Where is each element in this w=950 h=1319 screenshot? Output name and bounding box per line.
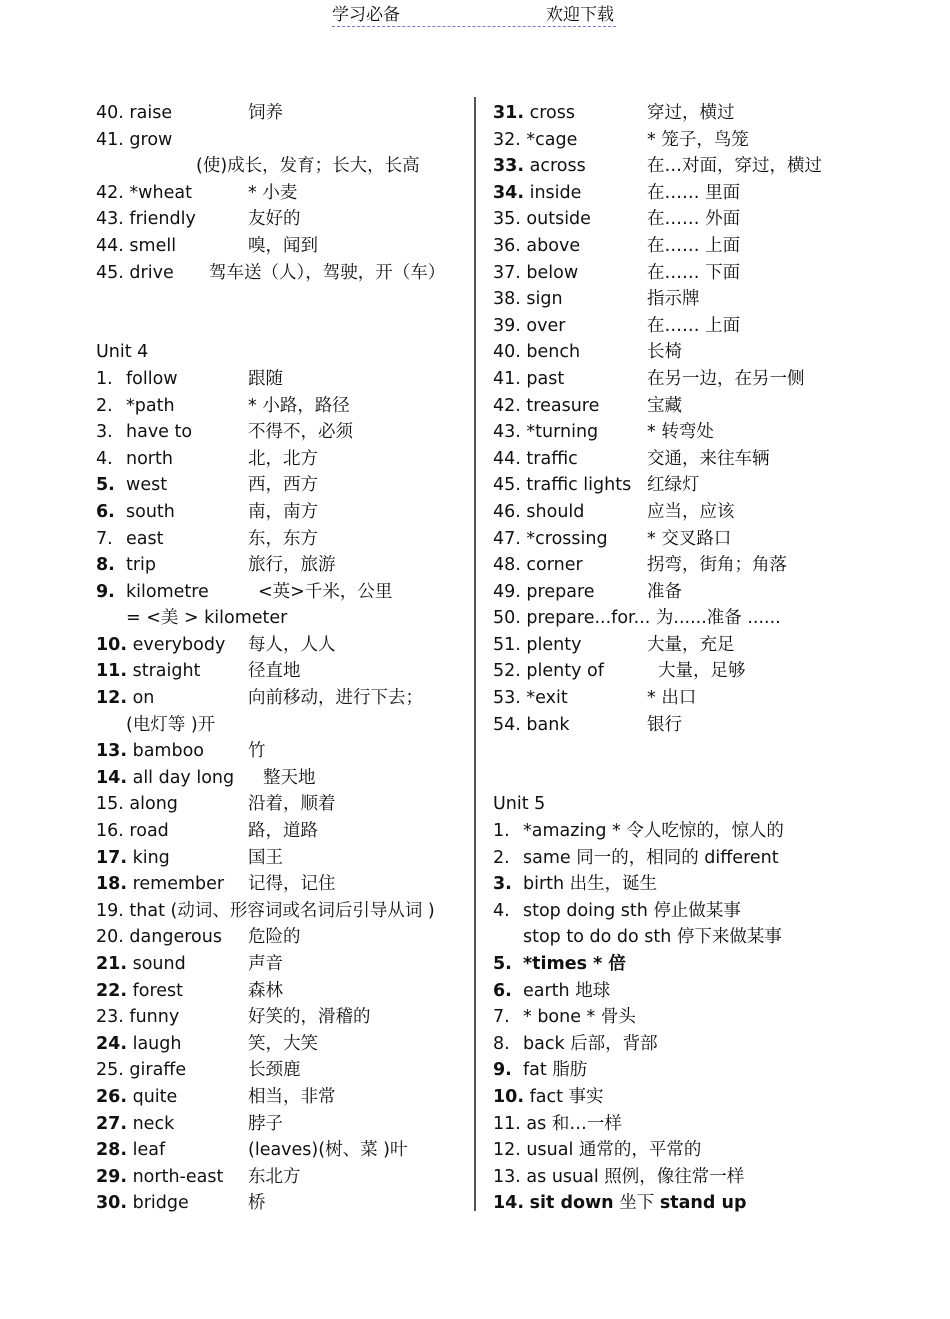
item-word: above xyxy=(526,235,581,256)
item-number: 49. xyxy=(493,581,521,602)
item-number: 23. xyxy=(96,1007,124,1028)
vocab-row xyxy=(493,1137,933,1164)
vocab-row xyxy=(493,924,933,951)
item-number: 39. xyxy=(493,315,521,336)
item-word: sound xyxy=(132,954,186,974)
item-text: back 后部，背部 xyxy=(523,1033,658,1054)
item-number: 11. xyxy=(96,661,128,682)
item-word: prepare xyxy=(526,581,595,602)
vocab-row xyxy=(493,233,933,260)
vocab-row xyxy=(493,1057,933,1084)
item-number: 8. xyxy=(493,1033,510,1054)
item-meaning: * 小麦 xyxy=(248,182,298,203)
item-number: 24. xyxy=(96,1033,128,1054)
item-word: east xyxy=(126,528,164,549)
item-meaning: 整天地 xyxy=(263,767,316,788)
item-number: 13. xyxy=(493,1166,521,1187)
vocab-row xyxy=(96,1111,468,1138)
item-word: *cage xyxy=(526,129,578,150)
item-meaning: 拐弯，街角；角落 xyxy=(647,555,787,576)
item-meaning: * 笼子，鸟笼 xyxy=(647,129,749,150)
vocab-row xyxy=(493,1164,933,1191)
item-number: 40. xyxy=(493,342,521,363)
item-number: 21. xyxy=(96,954,128,974)
item-word: past xyxy=(526,368,565,389)
vocab-row xyxy=(493,180,933,207)
item-number: 30. xyxy=(96,1193,128,1214)
vocab-row xyxy=(493,898,933,925)
item-number: 14. xyxy=(96,767,128,788)
vocab-row xyxy=(493,419,933,446)
item-number: 22. xyxy=(96,980,128,1001)
item-extra: stand up xyxy=(659,1193,747,1214)
column-divider xyxy=(474,97,476,1211)
item-number: 7. xyxy=(96,528,113,549)
vocab-row xyxy=(96,791,468,818)
item-number: 45. xyxy=(96,262,124,283)
item-number: 27. xyxy=(96,1113,128,1134)
vocab-row xyxy=(96,951,468,978)
vocab-row xyxy=(493,712,933,739)
item-meaning: 在…… 下面 xyxy=(647,262,741,283)
item-number: 52. xyxy=(493,661,521,682)
on-note: (电灯等 )开 xyxy=(126,714,216,735)
vocab-row xyxy=(96,206,468,233)
item-word: north xyxy=(126,448,173,469)
item-number: 41. xyxy=(493,368,521,389)
item-word: bench xyxy=(526,342,581,363)
item-word: quite xyxy=(132,1086,178,1107)
item-text: as usual 照例，像往常一样 xyxy=(526,1166,745,1187)
item-number: 1. xyxy=(493,821,510,842)
unit-4-title: Unit 4 xyxy=(96,342,149,363)
item-number: 16. xyxy=(96,821,124,842)
item-meaning: 准备 xyxy=(647,581,682,602)
item-meaning: 记得，记住 xyxy=(248,874,336,895)
item-meaning: 每人，人人 xyxy=(248,634,336,655)
item-number: 4. xyxy=(96,448,113,469)
item-word: bank xyxy=(526,714,570,735)
item-meaning: 脖子 xyxy=(248,1113,283,1134)
item-meaning: 沿着，顺着 xyxy=(248,794,336,815)
item-number: 12. xyxy=(493,1140,521,1161)
vocab-row xyxy=(96,978,468,1005)
item-word: *wheat xyxy=(129,182,192,203)
page-header xyxy=(332,4,616,27)
item-meaning: <英>千米，公里 xyxy=(258,581,393,602)
vocab-row xyxy=(493,446,933,473)
item-number: 3. xyxy=(96,422,113,443)
vocab-row xyxy=(493,260,933,287)
item-word: follow xyxy=(126,368,178,389)
item-meaning: 竹 xyxy=(248,741,266,762)
item-number: 7. xyxy=(493,1007,510,1028)
item-meaning: 森林 xyxy=(248,980,283,1001)
item-number: 5. xyxy=(493,954,512,974)
item-meaning: 银行 xyxy=(647,714,682,735)
item-number: 10. xyxy=(96,634,128,655)
vocab-row xyxy=(96,765,468,792)
vocab-row xyxy=(96,526,468,553)
item-text: *amazing * 令人吃惊的，惊人的 xyxy=(523,821,784,842)
item-word: inside xyxy=(529,182,582,203)
item-word: *crossing xyxy=(526,528,608,549)
item-meaning: * 交叉路口 xyxy=(647,528,732,549)
item-number: 51. xyxy=(493,634,521,655)
item-word: bamboo xyxy=(132,741,204,762)
item-number: 37. xyxy=(493,262,521,283)
item-word: laugh xyxy=(132,1033,182,1054)
vocab-row xyxy=(493,206,933,233)
item-word: corner xyxy=(526,555,583,576)
item-meaning: 在…… 里面 xyxy=(647,182,741,203)
item-text: birth 出生，诞生 xyxy=(523,874,658,895)
vocab-row xyxy=(96,818,468,845)
vocab-row xyxy=(493,632,933,659)
grow-meaning: (使)成长，发育；长大，长高 xyxy=(196,156,420,177)
vocab-row xyxy=(96,552,468,579)
item-word: traffic xyxy=(526,448,578,469)
vocab-row xyxy=(493,951,933,978)
vocab-row xyxy=(96,1164,468,1191)
item-number: 40. xyxy=(96,103,124,123)
item-word: treasure xyxy=(526,395,600,416)
header-right-text: 欢迎下载 xyxy=(546,5,614,25)
item-meaning: 国王 xyxy=(248,847,283,868)
item-meaning: 饲养 xyxy=(248,103,283,123)
item-meaning: (leaves)(树、菜 )叶 xyxy=(248,1140,408,1161)
item-number: 36. xyxy=(493,235,521,256)
item-meaning: 指示牌 xyxy=(647,289,700,310)
item-word: road xyxy=(129,821,169,842)
vocab-row xyxy=(493,1084,933,1111)
item-number: 25. xyxy=(96,1060,124,1081)
item-word: traffic lights xyxy=(526,475,632,496)
item-number: 35. xyxy=(493,209,521,230)
item-text: stop to do do sth 停下来做某事 xyxy=(523,927,782,948)
vocab-continuation xyxy=(96,712,468,739)
item-number: 53. xyxy=(493,688,521,709)
item-number: 5. xyxy=(96,475,115,496)
item-meaning: 相当，非常 xyxy=(248,1086,336,1107)
item-meaning: 在…… 上面 xyxy=(647,315,741,336)
item-meaning: * 出口 xyxy=(647,688,697,709)
item-meaning: 大量，充足 xyxy=(647,634,735,655)
vocab-row xyxy=(96,127,468,154)
item-word: forest xyxy=(132,980,184,1001)
vocab-row xyxy=(96,1004,468,1031)
item-word: giraffe xyxy=(129,1060,187,1081)
item-number: 44. xyxy=(493,448,521,469)
vocab-row xyxy=(493,978,933,1005)
item-number: 26. xyxy=(96,1086,128,1107)
item-meaning: 驾车送（人），驾驶，开（车） xyxy=(209,262,446,283)
vocab-row xyxy=(96,1057,468,1084)
item-number: 6. xyxy=(96,501,115,522)
vocab-row xyxy=(493,339,933,366)
vocab-row xyxy=(493,845,933,872)
vocab-row xyxy=(493,526,933,553)
item-word: cross xyxy=(529,103,575,123)
item-meaning: 应当，应该 xyxy=(647,501,735,522)
item-word: friendly xyxy=(129,209,196,230)
item-meaning: 桥 xyxy=(248,1193,266,1214)
item-text: *times * 倍 xyxy=(523,954,626,974)
item-number: 28. xyxy=(96,1140,128,1161)
item-meaning: 长椅 xyxy=(647,342,682,363)
item-meaning: 径直地 xyxy=(248,661,301,682)
vocab-row xyxy=(96,632,468,659)
item-text: fact 事实 xyxy=(529,1086,604,1107)
item-word: raise xyxy=(129,103,173,123)
item-meaning: 友好的 xyxy=(248,209,301,230)
prepare-for-line: 50. prepare...for... 为......准备 ...... xyxy=(493,608,781,629)
item-meaning: 大量，足够 xyxy=(658,661,746,682)
item-meaning: 坐下 xyxy=(619,1193,655,1214)
item-number: 15. xyxy=(96,794,124,815)
item-number: 2. xyxy=(493,847,510,868)
item-number: 14. xyxy=(493,1193,525,1214)
item-number: 38. xyxy=(493,289,521,310)
item-meaning: 在…对面，穿过，横过 xyxy=(647,156,822,177)
vocab-row xyxy=(493,818,933,845)
item-meaning: 危险的 xyxy=(248,927,301,948)
item-number: 12. xyxy=(96,688,128,709)
unit-5-title: Unit 5 xyxy=(493,794,546,815)
item-meaning: 北，北方 xyxy=(248,448,318,469)
vocab-row xyxy=(96,1031,468,1058)
vocab-row xyxy=(96,446,468,473)
vocab-row xyxy=(493,685,933,712)
item-word: have to xyxy=(126,422,193,443)
item-number: 11. xyxy=(493,1113,521,1134)
item-number: 34. xyxy=(493,182,525,203)
item-meaning: 路，道路 xyxy=(248,821,318,842)
item-number: 48. xyxy=(493,555,521,576)
vocab-row xyxy=(493,658,933,685)
item-number: 8. xyxy=(96,555,115,576)
item-word: remember xyxy=(132,874,225,895)
vocab-row xyxy=(493,605,933,632)
item-number: 18. xyxy=(96,874,128,895)
item-word: everybody xyxy=(132,634,226,655)
item-word: below xyxy=(526,262,579,283)
item-number: 46. xyxy=(493,501,521,522)
item-text: same 同一的，相同的 different xyxy=(523,847,779,868)
item-text: fat 脂肪 xyxy=(523,1060,588,1081)
item-number: 2. xyxy=(96,395,113,416)
kilometer-note: = <美 > kilometer xyxy=(126,608,288,629)
vocab-row xyxy=(493,472,933,499)
item-number: 41. xyxy=(96,129,124,150)
vocab-row xyxy=(96,393,468,420)
item-number: 9. xyxy=(493,1060,512,1081)
item-meaning: 东北方 xyxy=(248,1166,301,1187)
item-number: 45. xyxy=(493,475,521,496)
item-word: grow xyxy=(129,129,173,150)
vocab-row xyxy=(96,180,468,207)
vocab-row xyxy=(493,1111,933,1138)
item-meaning: 嗅，闻到 xyxy=(248,235,318,256)
vocab-row xyxy=(493,100,933,127)
vocab-row xyxy=(96,1137,468,1164)
item-word: king xyxy=(132,847,170,868)
item-meaning: * 转弯处 xyxy=(647,422,714,443)
right-column xyxy=(493,100,933,1217)
vocab-row xyxy=(493,393,933,420)
item-meaning: 南，南方 xyxy=(248,501,318,522)
vocab-row xyxy=(96,1190,468,1217)
vocab-row xyxy=(493,1031,933,1058)
item-meaning: 红绿灯 xyxy=(647,475,700,496)
item-word: smell xyxy=(129,235,177,256)
item-meaning: 不得不，必须 xyxy=(248,422,353,443)
item-text: as 和…一样 xyxy=(526,1113,622,1134)
item-meaning: 在…… 外面 xyxy=(647,209,741,230)
item-meaning: 长颈鹿 xyxy=(248,1060,301,1081)
item-number: 43. xyxy=(493,422,521,443)
left-column xyxy=(96,100,468,1217)
item-word: should xyxy=(526,501,585,522)
vocab-row xyxy=(96,366,468,393)
item-meaning: 穿过，横过 xyxy=(647,103,735,123)
item-word: funny xyxy=(129,1007,180,1028)
item-word: over xyxy=(526,315,566,336)
item-meaning: 声音 xyxy=(248,954,283,974)
vocab-row xyxy=(96,685,468,712)
item-word: neck xyxy=(132,1113,175,1134)
item-word: plenty of xyxy=(526,661,604,682)
item-meaning: 东，东方 xyxy=(248,528,318,549)
vocab-row xyxy=(96,658,468,685)
vocab-row xyxy=(493,153,933,180)
vocab-row xyxy=(493,499,933,526)
vocab-row xyxy=(493,1190,933,1217)
header-left-text: 学习必备 xyxy=(332,5,400,25)
vocab-row xyxy=(493,313,933,340)
vocab-row xyxy=(493,366,933,393)
item-number: 42. xyxy=(493,395,521,416)
item-meaning: 笑，大笑 xyxy=(248,1033,318,1054)
vocab-row xyxy=(96,100,468,127)
vocab-row xyxy=(493,579,933,606)
item-meaning: 西，西方 xyxy=(248,475,318,496)
vocab-continuation xyxy=(96,153,468,180)
vocab-row xyxy=(493,871,933,898)
vocab-row xyxy=(493,286,933,313)
item-number: 3. xyxy=(493,874,512,895)
item-number: 4. xyxy=(493,900,510,921)
item-word: sign xyxy=(526,289,563,310)
item-word: outside xyxy=(526,209,591,230)
item-word: along xyxy=(129,794,178,815)
item-number: 54. xyxy=(493,714,521,735)
item-word: straight xyxy=(132,661,201,682)
vocab-row xyxy=(493,1004,933,1031)
item-text: stop doing sth 停止做某事 xyxy=(523,900,741,921)
vocab-row xyxy=(96,738,468,765)
vocab-row xyxy=(96,1084,468,1111)
item-word: dangerous xyxy=(129,927,222,948)
item-word: across xyxy=(529,156,586,177)
item-meaning: 跟随 xyxy=(248,368,283,389)
item-word: *turning xyxy=(526,422,599,443)
item-number: 33. xyxy=(493,156,525,177)
vocab-row xyxy=(96,260,468,287)
vocab-row xyxy=(96,419,468,446)
vocab-row xyxy=(96,472,468,499)
item-word: kilometre xyxy=(126,581,209,602)
item-number: 10. xyxy=(493,1086,525,1107)
vocab-row xyxy=(96,898,468,925)
item-meaning: * 小路，路径 xyxy=(248,395,350,416)
vocab-row xyxy=(96,499,468,526)
vocab-row xyxy=(493,552,933,579)
item-word: drive xyxy=(129,262,174,283)
vocab-row xyxy=(493,127,933,154)
vocab-continuation xyxy=(96,605,468,632)
vocab-row xyxy=(96,924,468,951)
item-meaning: 在…… 上面 xyxy=(647,235,741,256)
item-word: west xyxy=(126,475,168,496)
item-number: 44. xyxy=(96,235,124,256)
item-number: 6. xyxy=(493,980,512,1001)
item-text: usual 通常的，平常的 xyxy=(526,1140,702,1161)
item-word: *exit xyxy=(526,688,568,709)
that-line: 19. that (动词、形容词或名词后引导从词 ) xyxy=(96,900,435,921)
item-number: 43. xyxy=(96,209,124,230)
item-number: 1. xyxy=(96,368,113,389)
item-word: on xyxy=(132,688,155,709)
vocab-row xyxy=(96,845,468,872)
item-word: bridge xyxy=(132,1193,189,1214)
item-number: 17. xyxy=(96,847,128,868)
item-word: south xyxy=(126,501,175,522)
item-meaning: 旅行，旅游 xyxy=(248,555,336,576)
item-number: 42. xyxy=(96,182,124,203)
item-number: 32. xyxy=(493,129,521,150)
item-word: leaf xyxy=(132,1140,166,1161)
vocab-row xyxy=(96,233,468,260)
item-number: 9. xyxy=(96,581,115,602)
item-text: earth 地球 xyxy=(523,980,611,1001)
item-meaning: 向前移动，进行下去； xyxy=(248,688,423,709)
item-word: sit down xyxy=(529,1193,614,1214)
item-text: * bone * 骨头 xyxy=(523,1007,636,1028)
item-word: trip xyxy=(126,555,157,576)
item-word: all day long xyxy=(132,767,235,788)
item-number: 31. xyxy=(493,103,525,123)
item-number: 20. xyxy=(96,927,124,948)
item-meaning: 宝藏 xyxy=(647,395,682,416)
item-number: 29. xyxy=(96,1166,128,1187)
item-meaning: 在另一边，在另一侧 xyxy=(647,368,805,389)
item-word: *path xyxy=(126,395,175,416)
item-meaning: 好笑的，滑稽的 xyxy=(248,1007,371,1028)
item-meaning: 交通，来往车辆 xyxy=(647,448,770,469)
item-number: 13. xyxy=(96,741,128,762)
vocab-row xyxy=(96,579,468,606)
item-number: 47. xyxy=(493,528,521,549)
item-word: north-east xyxy=(132,1166,224,1187)
vocab-row xyxy=(96,871,468,898)
item-word: plenty xyxy=(526,634,582,655)
